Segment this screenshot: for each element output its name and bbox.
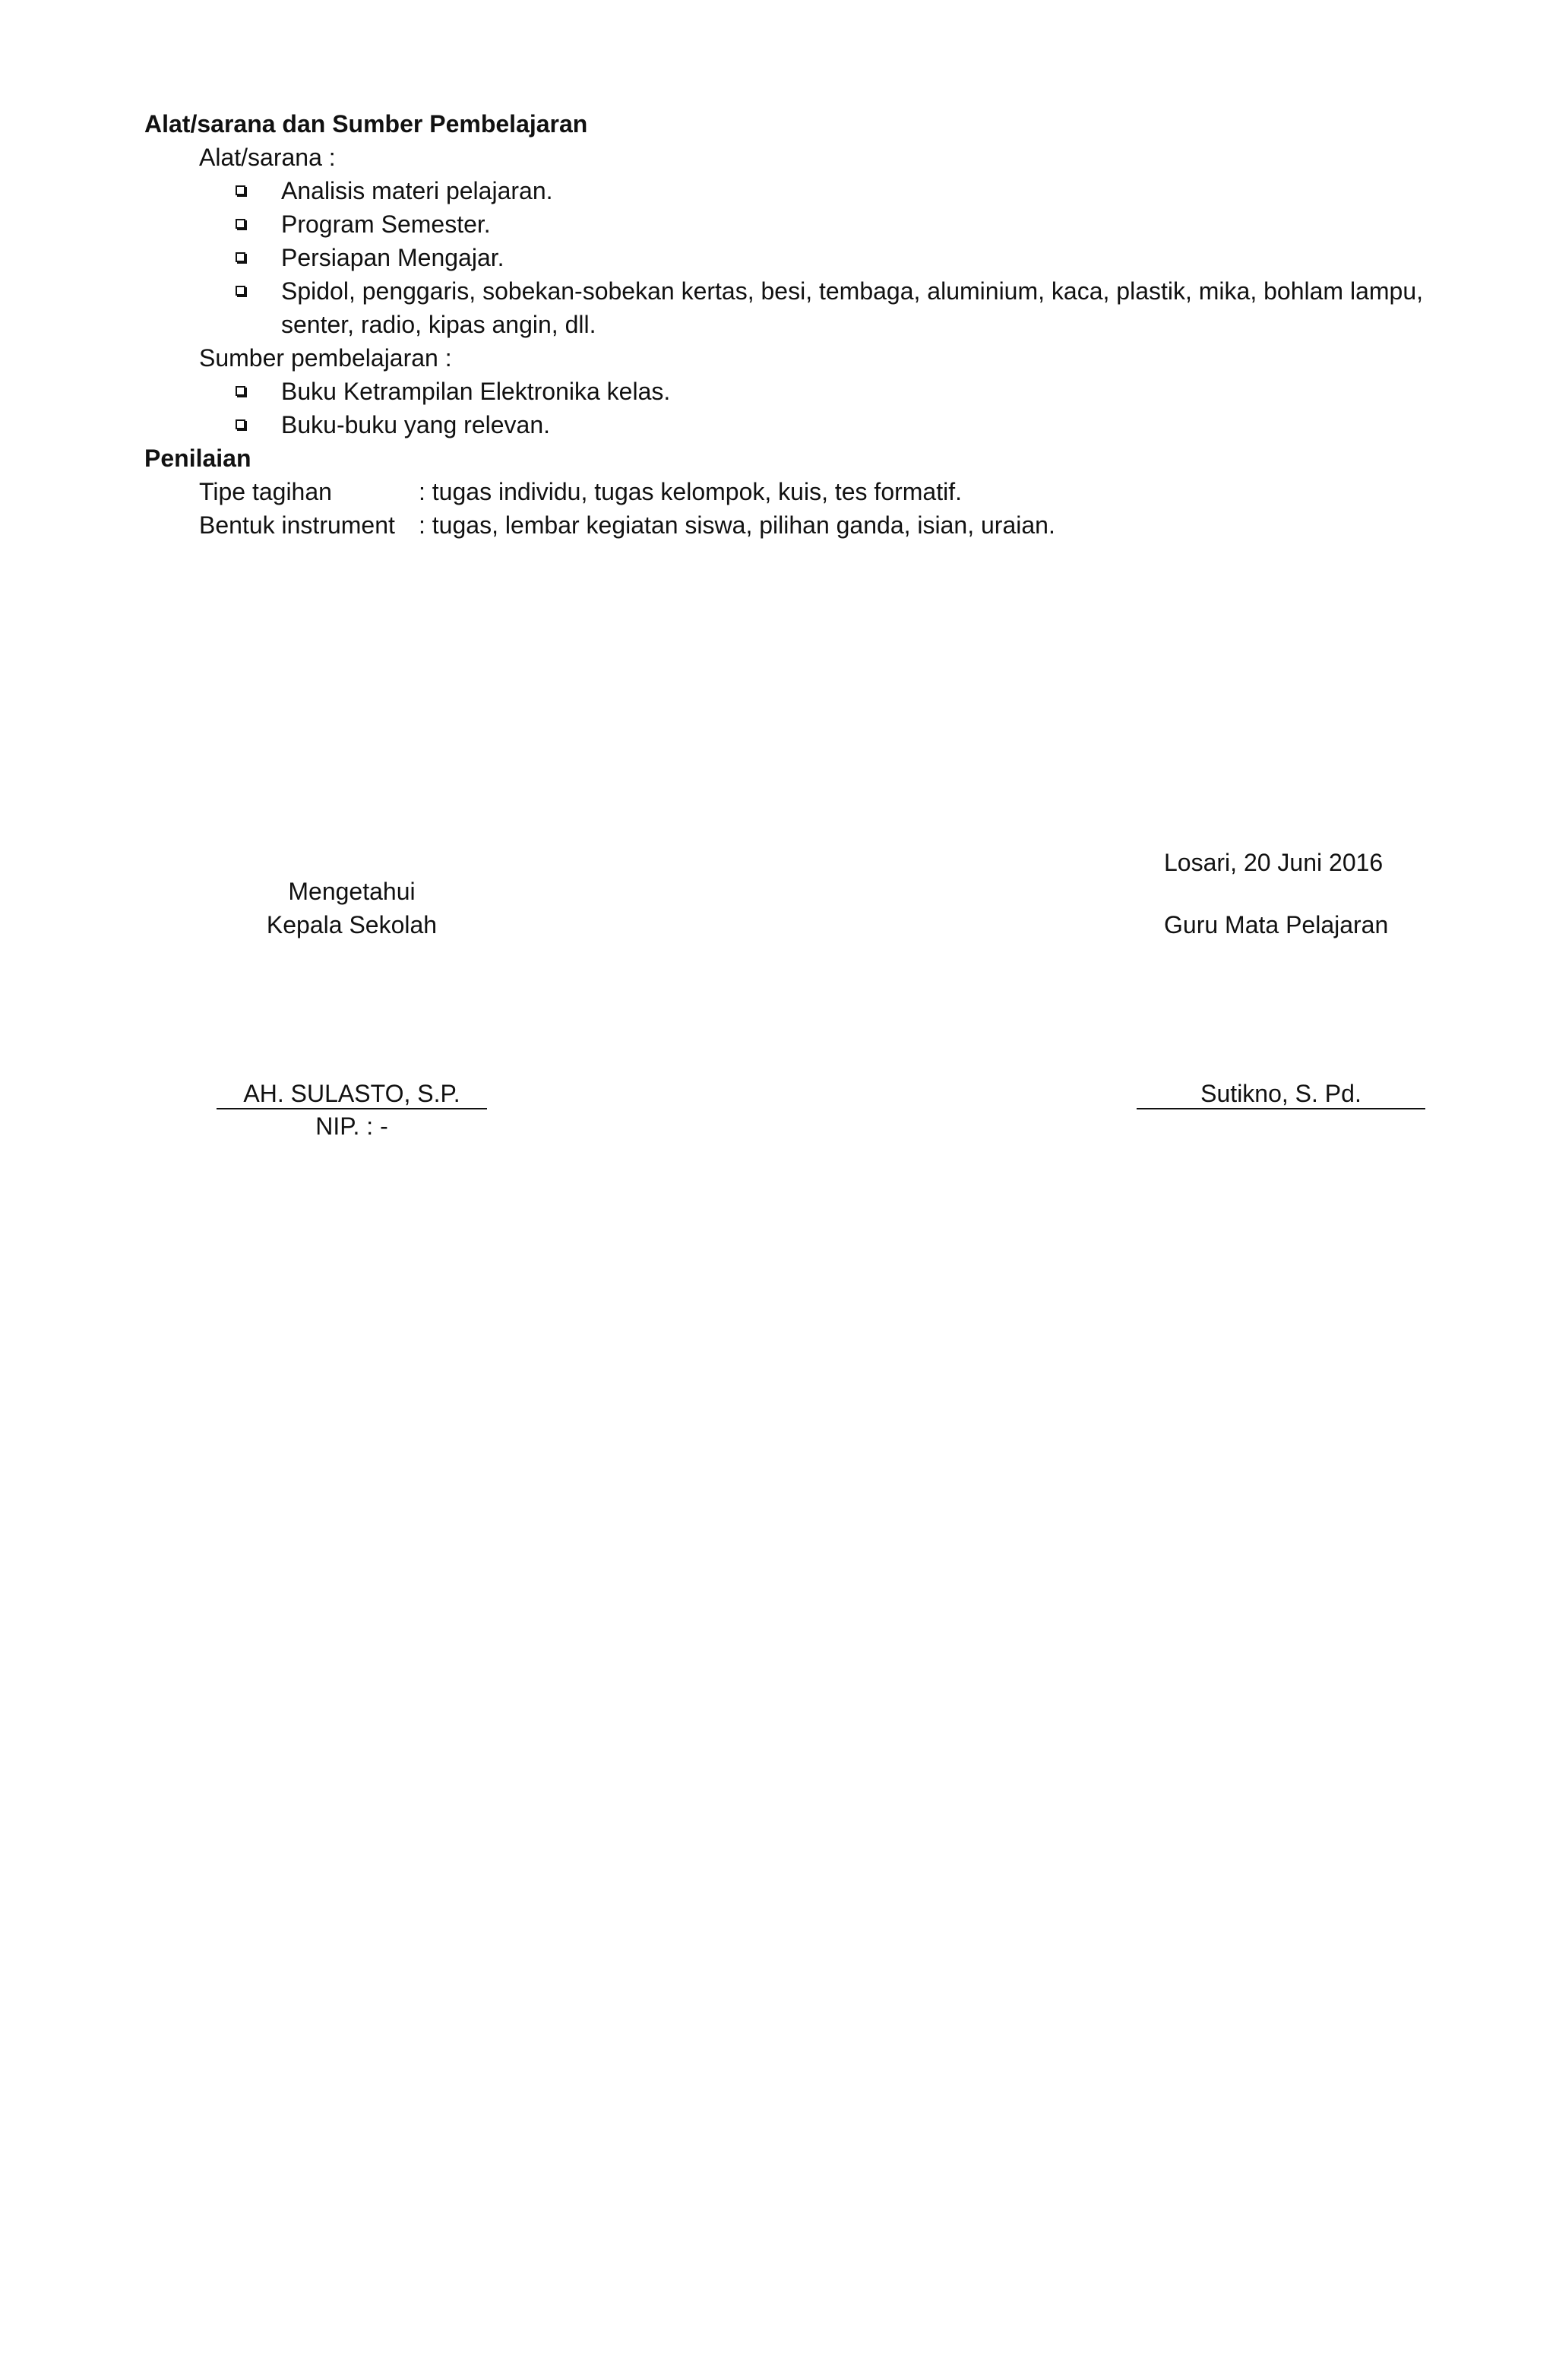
list-item-text: Spidol, penggaris, sobekan-sobekan kertas, besi, tembaga, aluminium, kaca, plastik, mika, bohlam lampu, bbox=[281, 277, 1423, 305]
list-item-text: Buku Ketrampilan Elektronika kelas. bbox=[281, 378, 671, 405]
right-signatory-name: Sutikno, S. Pd. bbox=[1200, 1080, 1362, 1107]
checkbox-bullet-icon bbox=[236, 219, 245, 229]
right-signature-underline bbox=[1137, 1108, 1425, 1109]
right-signatory-title: Guru Mata Pelajaran bbox=[1164, 911, 1389, 938]
section-heading-alat-sumber: Alat/sarana dan Sumber Pembelajaran bbox=[144, 110, 588, 138]
list-item-text: Analisis materi pelajaran. bbox=[281, 177, 553, 204]
penilaian-row-value: : tugas individu, tugas kelompok, kuis, tes formatif. bbox=[419, 478, 962, 505]
left-signatory-line1: Mengetahui bbox=[288, 878, 416, 905]
alat-sarana-label: Alat/sarana : bbox=[199, 144, 336, 171]
penilaian-row-value: : tugas, lembar kegiatan siswa, pilihan ganda, isian, uraian. bbox=[419, 511, 1055, 539]
sumber-pembelajaran-label: Sumber pembelajaran : bbox=[199, 344, 452, 372]
left-signatory-nip: NIP. : - bbox=[315, 1112, 388, 1140]
list-item-text: Program Semester. bbox=[281, 210, 491, 238]
checkbox-bullet-icon bbox=[236, 386, 245, 396]
list-item-text: Persiapan Mengajar. bbox=[281, 244, 504, 271]
checkbox-bullet-icon bbox=[236, 185, 245, 195]
list-item-continuation: senter, radio, kipas angin, dll. bbox=[281, 311, 596, 338]
penilaian-row-label: Tipe tagihan bbox=[199, 478, 332, 505]
left-signatory-name: AH. SULASTO, S.P. bbox=[243, 1080, 460, 1107]
checkbox-bullet-icon bbox=[236, 252, 245, 262]
checkbox-bullet-icon bbox=[236, 419, 245, 429]
list-item-text: Buku-buku yang relevan. bbox=[281, 411, 550, 438]
penilaian-row-label: Bentuk instrument bbox=[199, 511, 395, 539]
place-date: Losari, 20 Juni 2016 bbox=[1164, 849, 1384, 876]
checkbox-bullet-icon bbox=[236, 286, 245, 296]
section-heading-penilaian: Penilaian bbox=[144, 445, 251, 472]
left-signatory-title: Kepala Sekolah bbox=[266, 911, 438, 938]
